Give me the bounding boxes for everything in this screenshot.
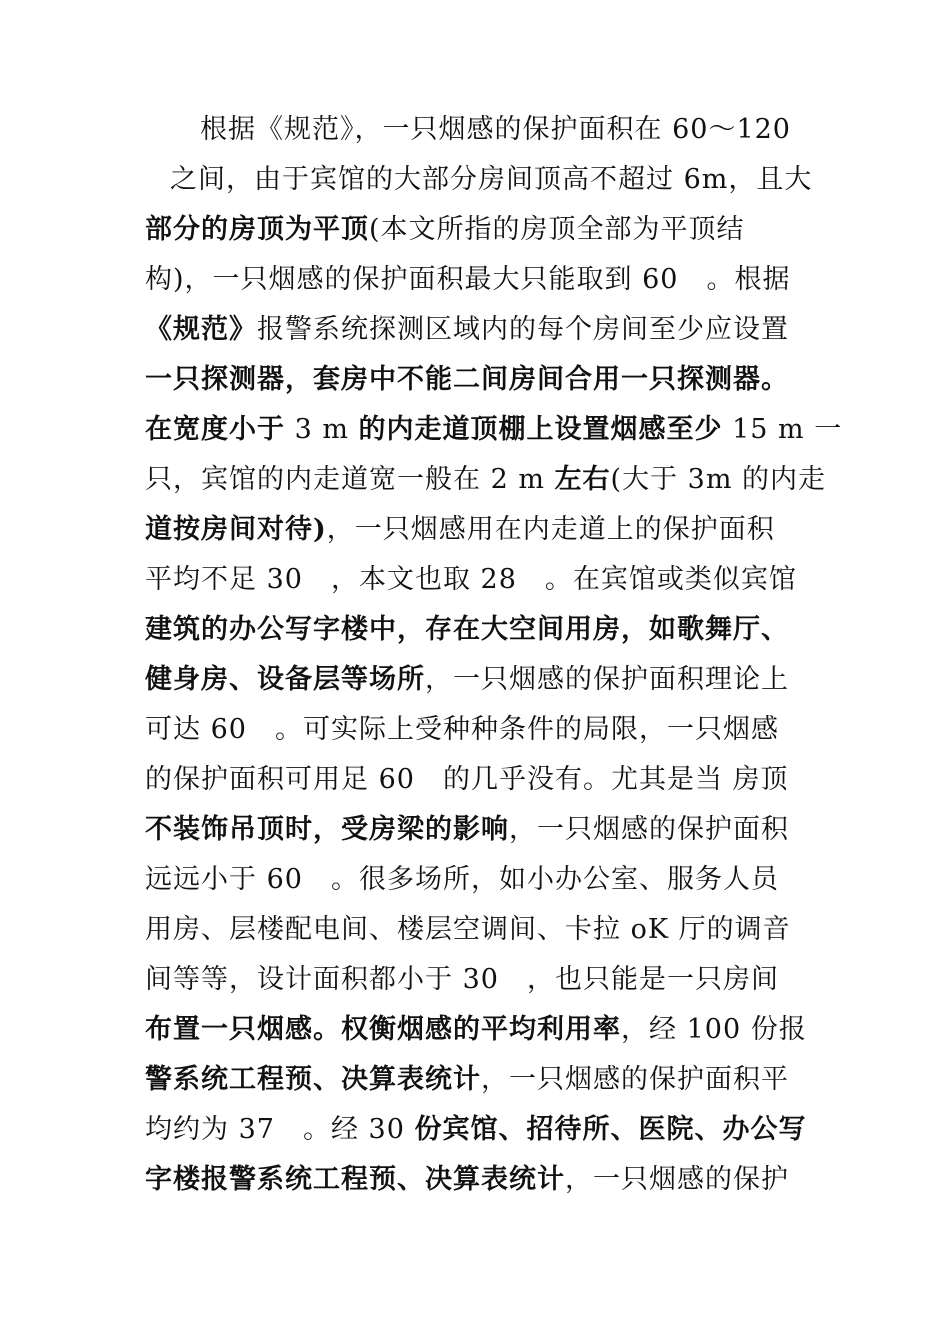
text-line-16: 远远小于 60 。很多场所，如小办公室、服务人员 (145, 864, 779, 895)
text-line-3: 部分的房顶为平顶(本文所指的房顶全部为平顶结 (145, 214, 745, 245)
text-line-12: 健身房、设备层等场所，一只烟感的保护面积理论上 (145, 664, 789, 695)
text-line-18: 间等等，设计面积都小于 30 ，也只能是一只房间 (145, 964, 779, 995)
text-line-9: 道按房间对待)，一只烟感用在内走道上的保护面积 (145, 514, 775, 545)
text-line-5: 《规范》报警系统探测区域内的每个房间至少应设置 (145, 314, 789, 345)
text-line-15: 不装饰吊顶时，受房梁的影响，一只烟感的保护面积 (145, 814, 789, 845)
text-line-19: 布置一只烟感。权衡烟感的平均利用率，经 100 份报 (145, 1014, 807, 1045)
text-line-21: 均约为 37 。经 30 份宾馆、招待所、医院、办公写 (145, 1114, 807, 1145)
text-line-10: 平均不足 30 ，本文也取 28 。在宾馆或类似宾馆 (145, 564, 797, 595)
text-line-6: 一只探测器，套房中不能二间房间合用一只探测器。 (145, 364, 789, 395)
text-line-17: 用房、层楼配电间、楼层空调间、卡拉 oK 厅的调音 (145, 914, 791, 945)
text-line-1: 根据《规范》，一只烟感的保护面积在 60～120 (200, 114, 791, 145)
text-line-14: 的保护面积可用足 60 的几乎没有。尤其是当 房顶 (145, 764, 789, 795)
text-line-20: 警系统工程预、决算表统计，一只烟感的保护面积平 (145, 1064, 789, 1095)
text-line-11: 建筑的办公写字楼中，存在大空间用房，如歌舞厅、 (145, 614, 789, 645)
text-line-2: 之间，由于宾馆的大部分房间顶高不超过 6m，且大 (170, 164, 813, 195)
text-line-4: 构)，一只烟感的保护面积最大只能取到 60 。根据 (145, 264, 791, 295)
text-line-22: 字楼报警系统工程预、决算表统计，一只烟感的保护 (145, 1164, 789, 1195)
text-line-7: 在宽度小于 3 m 的内走道顶棚上设置烟感至少 15 m 一 (145, 414, 843, 445)
text-line-8: 只，宾馆的内走道宽一般在 2 m 左右(大于 3m 的内走 (145, 464, 827, 495)
text-line-13: 可达 60 。可实际上受种种条件的局限，一只烟感 (145, 714, 779, 745)
